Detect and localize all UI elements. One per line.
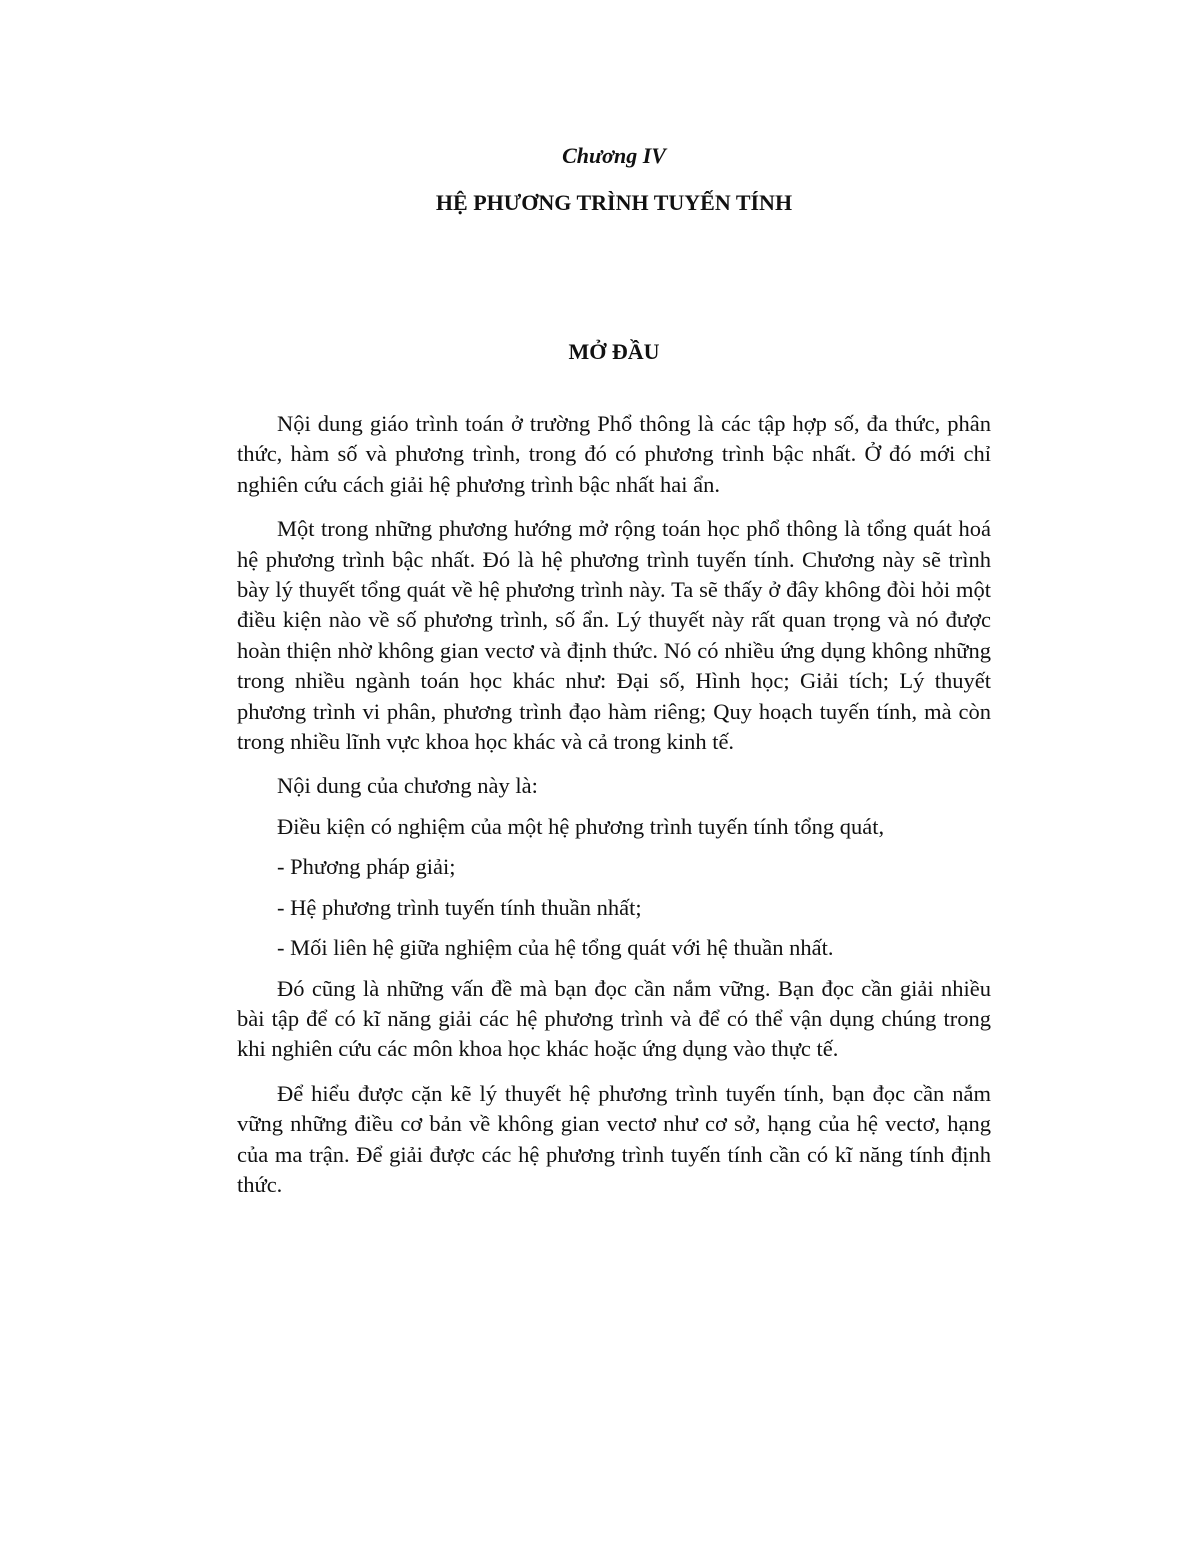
chapter-label: Chương IV — [562, 143, 666, 168]
paragraph: Nội dung giáo trình toán ở trường Phổ thông là các tập hợp số, đa thức, phân thức, hàm số và phương trình, trong đó có phương trình bậc nhất. Ở đó mới chỉ nghiên cứu cách giải hệ phương trình bậc nhất hai ẩn. — [237, 411, 991, 497]
paragraph: Một trong những phương hướng mở rộng toán học phổ thông là tổng quát hoá hệ phương trình bậc nhất. Đó là hệ phương trình tuyến tính. Chương này sẽ trình bày lý thuyết tổng quát về hệ phương trình này. Ta sẽ thấy ở đây không đòi hỏi một điều kiện nào về số phương trình, số ẩn. Lý thuyết này rất quan trọng và nó được hoàn thiện nhờ không gian vectơ và định thức. Nó có nhiều ứng dụng không những trong nhiều ngành toán học khác như: Đại số, Hình học; Giải tích; Lý thuyết phương trình vi phân, phương trình đạo hàm riêng; Quy hoạch tuyến tính, mà còn trong nhiều lĩnh vực khoa học khác và cả trong kinh tế. — [237, 516, 991, 755]
paragraph: Đó cũng là những vấn đề mà bạn đọc cần nắm vững. Bạn đọc cần giải nhiều bài tập để có kĩ năng giải các hệ phương trình và để có thể vận dụng chúng trong khi nghiên cứu các môn khoa học khác hoặc ứng dụng vào thực tế. — [237, 975, 991, 1062]
content-intro: Nội dung của chương này là: — [277, 773, 538, 799]
content-item: - Mối liên hệ giữa nghiệm của hệ tổng quát với hệ thuần nhất. — [277, 935, 834, 961]
chapter-title: HỆ PHƯƠNG TRÌNH TUYẾN TÍNH — [435, 190, 793, 215]
paragraph: Để hiểu được cặn kẽ lý thuyết hệ phương trình tuyến tính, bạn đọc cần nắm vững những điều cơ bản về không gian vectơ như cơ sở, hạng của hệ vectơ, hạng của ma trận. Để giải được các hệ phương trình tuyến tính cần có kĩ năng tính định thức. — [237, 1080, 991, 1197]
section-title: MỞ ĐẦU — [568, 339, 660, 364]
content-item: - Hệ phương trình tuyến tính thuần nhất; — [277, 894, 642, 920]
body-text — [237, 409, 991, 1214]
content-item: Điều kiện có nghiệm của một hệ phương trình tuyến tính tổng quát, — [277, 813, 885, 839]
content-item: - Phương pháp giải; — [277, 854, 456, 880]
